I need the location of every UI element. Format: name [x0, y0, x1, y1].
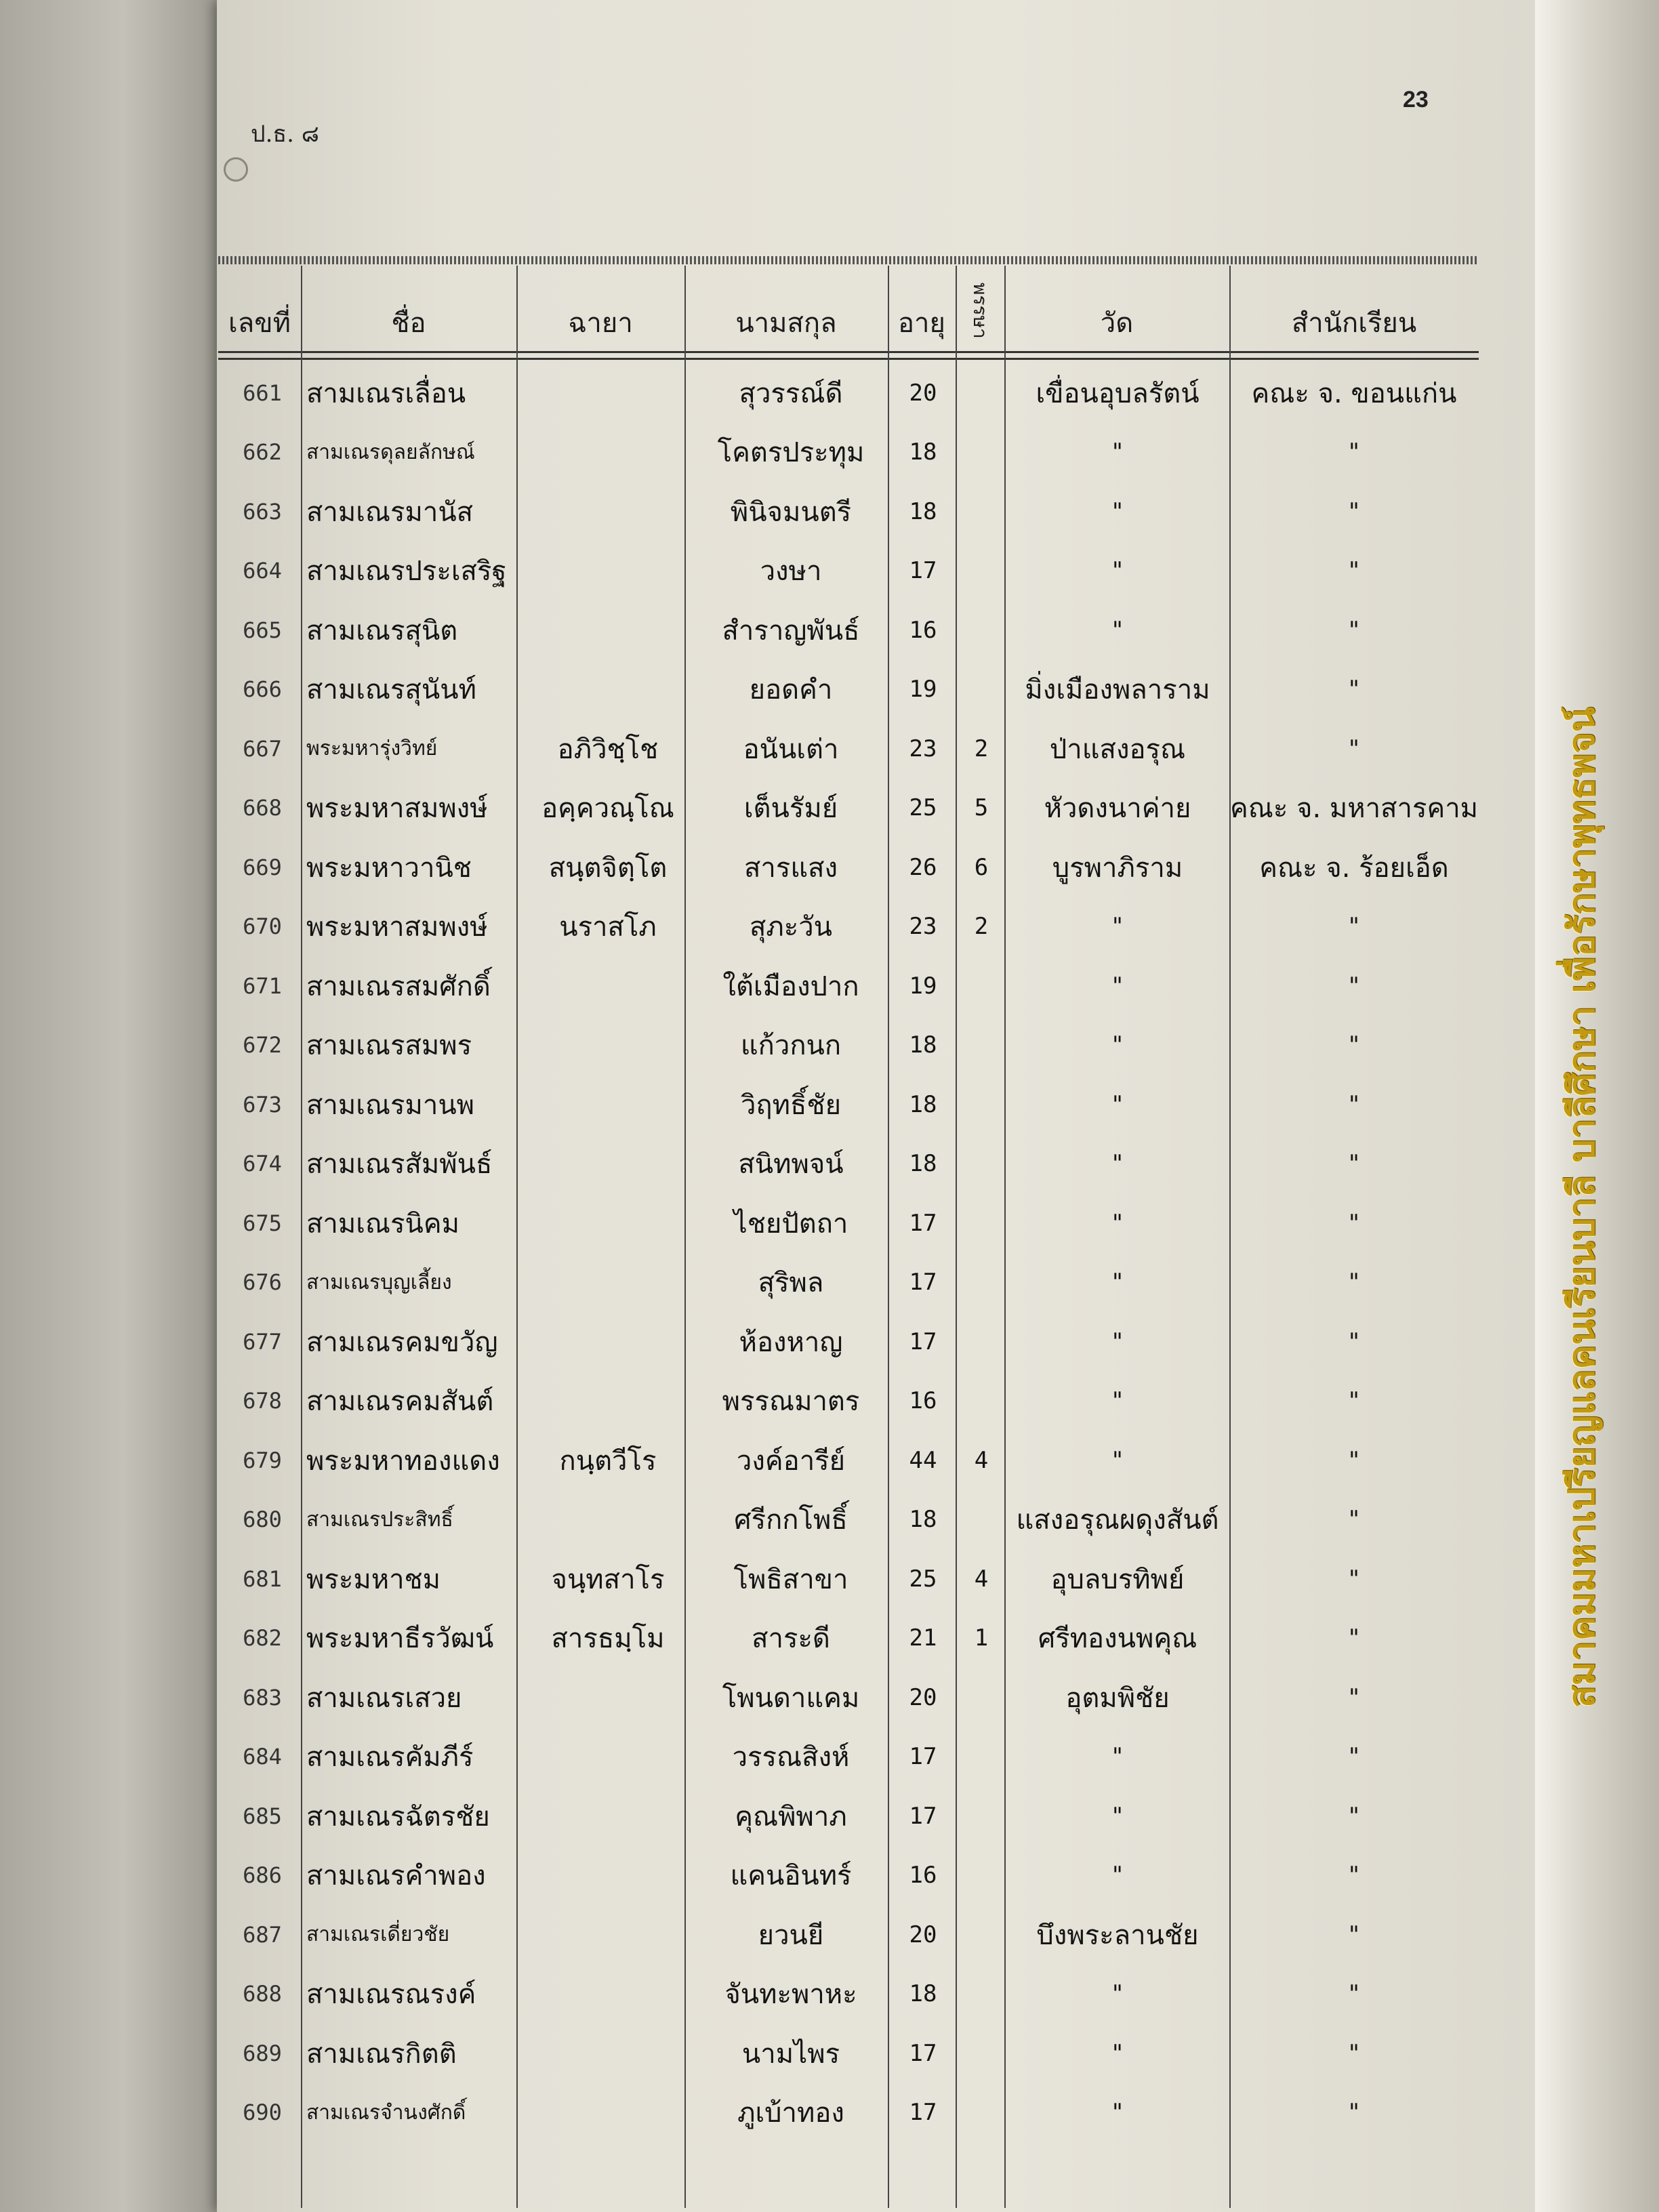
cell-age: 17 [909, 557, 937, 584]
cell-chaya [523, 1016, 693, 1075]
cell-surname: สนิทพจน์ [738, 1149, 844, 1180]
cell-chaya [523, 1905, 693, 1964]
cell-name: สามเณรเดี่ยวชัย [306, 1923, 450, 1946]
cell-surname: สุวรรณ์ดี [739, 377, 843, 409]
table-row [218, 482, 1479, 541]
cell-surname: แคนอินทร์ [730, 1860, 852, 1891]
table-row [218, 1609, 1479, 1668]
cell-age: 20 [909, 1921, 937, 1948]
cell-no: 676 [243, 1269, 282, 1295]
cell-pansa [957, 1727, 1006, 1786]
cell-wat: บึงพระลานชัย [1036, 1919, 1199, 1951]
cell-age: 20 [909, 379, 937, 407]
cell-age: 21 [909, 1624, 937, 1652]
cell-wat: แสงอรุณผดุงสันต์ [1016, 1504, 1219, 1536]
cell-name: พระมหารุ่งวิทย์ [306, 737, 438, 760]
cell-surname: แก้วกนก [740, 1030, 842, 1061]
cell-age: 18 [909, 438, 937, 466]
table-row [218, 1846, 1479, 1905]
cell-surname: วงษา [760, 556, 822, 587]
cell-name: สามเณรมานัส [306, 496, 474, 528]
cell-wat: " [1112, 1209, 1123, 1237]
cell-no: 677 [243, 1328, 282, 1355]
cell-chaya [523, 1253, 693, 1312]
header-bottom-rule [218, 351, 1479, 353]
cell-age: 25 [909, 794, 937, 821]
cell-wat: " [1112, 2099, 1123, 2126]
cell-age: 44 [909, 1446, 937, 1474]
cell-pansa [957, 1075, 1006, 1134]
cell-age: 17 [909, 1269, 937, 1296]
cell-no: 679 [243, 1447, 282, 1473]
cell-name: สามเณรประเสริฐ [306, 556, 507, 587]
results-table [218, 256, 1479, 2208]
table-row [218, 1134, 1479, 1193]
cell-no: 689 [243, 2040, 282, 2066]
cell-name: สามเณรสมพร [306, 1030, 472, 1061]
cell-pansa [957, 1016, 1006, 1075]
cell-wat: หัวดงนาค่าย [1044, 793, 1191, 824]
cell-pansa [957, 541, 1006, 600]
cell-no: 672 [243, 1032, 282, 1058]
cell-chaya [523, 1490, 693, 1549]
table-row [218, 660, 1479, 719]
cell-wat: ป่าแสงอรุณ [1049, 733, 1186, 765]
cell-wat: " [1112, 1031, 1123, 1059]
cell-no: 686 [243, 1862, 282, 1888]
cell-office: " [1349, 1565, 1359, 1593]
table-row [218, 363, 1479, 422]
table-row [218, 1490, 1479, 1549]
cell-pansa [957, 1965, 1006, 2024]
cell-office: " [1349, 1683, 1359, 1711]
cell-age: 18 [909, 1980, 937, 2007]
table-row [218, 2083, 1479, 2142]
cell-name: พระมหาสมพงษ์ [306, 793, 488, 824]
cell-pansa [957, 1905, 1006, 1964]
cell-pansa [957, 1193, 1006, 1252]
cell-surname: สุภะวัน [749, 912, 833, 943]
cell-chaya [523, 1134, 693, 1193]
cell-age: 16 [909, 616, 937, 644]
header-name: ชื่อ [391, 308, 426, 339]
cell-office: " [1349, 1209, 1359, 1237]
table-top-rule [218, 256, 1479, 264]
cell-chaya [523, 1075, 693, 1134]
cell-no: 680 [243, 1507, 282, 1532]
cell-no: 661 [243, 380, 282, 406]
cell-age: 18 [909, 1031, 937, 1059]
cell-pansa: 6 [974, 853, 989, 881]
cell-chaya [523, 1786, 693, 1845]
cell-office: คณะ จ. ร้อยเอ็ด [1259, 852, 1449, 884]
cell-no: 671 [243, 972, 282, 999]
cell-pansa [957, 482, 1006, 541]
cell-name: สามเณรสุนันท์ [306, 674, 476, 705]
cell-age: 17 [909, 2039, 937, 2067]
cell-name: สามเณรนิคม [306, 1208, 459, 1240]
cell-surname: โคตรประทุม [717, 437, 865, 468]
table-row [218, 1372, 1479, 1431]
cell-no: 683 [243, 1684, 282, 1711]
cell-office: " [1349, 735, 1359, 762]
cell-office: คณะ จ. มหาสารคาม [1229, 793, 1479, 824]
cell-age: 23 [909, 735, 937, 762]
cell-no: 666 [243, 676, 282, 702]
cell-office: " [1349, 1031, 1359, 1059]
cell-wat: " [1112, 1090, 1123, 1118]
cell-surname: โพนดาแคม [722, 1682, 860, 1714]
exam-level-header: ป.ธ. ๘ [251, 121, 319, 148]
cell-surname: พินิจมนตรี [730, 496, 852, 528]
cell-age: 16 [909, 1862, 937, 1889]
cell-pansa [957, 956, 1006, 1015]
cell-surname: จันทะพาหะ [724, 1979, 857, 2010]
cell-pansa [957, 600, 1006, 659]
cell-age: 17 [909, 2099, 937, 2126]
cell-chaya: สนฺตจิตฺโต [548, 852, 668, 884]
cell-pansa: 4 [974, 1565, 989, 1593]
cell-pansa [957, 2083, 1006, 2142]
cell-name: สามเณรเสวย [306, 1682, 462, 1714]
cell-office: " [1349, 616, 1359, 644]
cell-wat: " [1112, 1269, 1123, 1296]
cell-wat: " [1112, 1802, 1123, 1830]
table-row [218, 956, 1479, 1015]
cell-office: " [1349, 1506, 1359, 1533]
cell-office: คณะ จ. ขอนแก่น [1251, 377, 1457, 409]
cell-surname: นามไพร [741, 2038, 840, 2070]
cell-pansa [957, 1134, 1006, 1193]
header-pansa: พรรษา [969, 282, 991, 339]
cell-age: 17 [909, 1743, 937, 1770]
cell-no: 685 [243, 1803, 282, 1829]
cell-wat: " [1112, 438, 1123, 466]
cell-age: 19 [909, 676, 937, 703]
table-row [218, 1075, 1479, 1134]
cell-office: " [1349, 1090, 1359, 1118]
cell-pansa [957, 1312, 1006, 1371]
cell-pansa [957, 1668, 1006, 1727]
table-row [218, 1668, 1479, 1727]
cell-pansa [957, 423, 1006, 482]
cell-wat: อุบลบรทิพย์ [1050, 1563, 1185, 1595]
cell-no: 665 [243, 617, 282, 643]
cell-wat: บูรพาภิราม [1052, 852, 1183, 884]
cell-name: พระมหาทองแดง [306, 1445, 500, 1477]
punch-hole [224, 157, 248, 182]
cell-office: " [1349, 1980, 1359, 2007]
cell-surname: ใต้เมืองปาก [722, 970, 859, 1002]
cell-wat: ศรีทองนพคุณ [1038, 1623, 1197, 1654]
header-wat: วัด [1100, 308, 1134, 339]
cell-chaya [523, 423, 693, 482]
cell-name: สามเณรคมสันต์ [306, 1386, 494, 1417]
cell-surname: ภูเบ้าทอง [737, 2097, 844, 2129]
cell-name: พระมหาวานิช [306, 852, 472, 884]
header-office: สำนักเรียน [1291, 308, 1417, 339]
cell-no: 688 [243, 1981, 282, 2007]
cell-name: สามเณรคมขวัญ [306, 1326, 498, 1358]
cell-wat: " [1112, 1328, 1123, 1355]
cell-pansa [957, 363, 1006, 422]
table-row [218, 1431, 1479, 1490]
table-row [218, 423, 1479, 482]
cell-pansa: 5 [974, 794, 989, 821]
cell-wat: " [1112, 1150, 1123, 1177]
cell-chaya [523, 1846, 693, 1905]
header-chaya: ฉายา [568, 308, 633, 339]
table-row [218, 1312, 1479, 1371]
cell-surname: พรรณมาตร [722, 1386, 860, 1417]
cell-office: " [1349, 1150, 1359, 1177]
cell-chaya [523, 363, 693, 422]
cell-wat: " [1112, 1862, 1123, 1889]
cell-surname: วรรณสิงห์ [732, 1742, 850, 1773]
cell-no: 678 [243, 1388, 282, 1414]
cell-pansa: 2 [974, 913, 989, 940]
table-row [218, 719, 1479, 778]
cell-wat: " [1112, 1446, 1123, 1474]
cell-age: 18 [909, 1150, 937, 1177]
table-row [218, 838, 1479, 897]
cell-office: " [1349, 1387, 1359, 1414]
cell-age: 26 [909, 853, 937, 881]
cell-chaya: อภิวิชฺโช [557, 733, 659, 765]
cell-name: สามเณรสุนิต [306, 615, 458, 647]
cell-pansa: 4 [974, 1446, 989, 1474]
cell-office: " [1349, 2039, 1359, 2067]
cell-no: 684 [243, 1744, 282, 1769]
cell-chaya [523, 600, 693, 659]
cell-surname: ไชยปัตถา [733, 1208, 848, 1240]
cell-pansa [957, 660, 1006, 719]
cell-chaya [523, 541, 693, 600]
cell-chaya: จนฺทสาโร [551, 1563, 665, 1595]
cell-chaya [523, 2024, 693, 2083]
cell-wat: " [1112, 616, 1123, 644]
table-row [218, 779, 1479, 838]
cell-age: 25 [909, 1565, 937, 1593]
cell-no: 670 [243, 914, 282, 939]
cell-name: สามเณรฉัตรชัย [306, 1801, 490, 1832]
cell-no: 669 [243, 854, 282, 880]
cell-wat: " [1112, 972, 1123, 1000]
cell-wat: " [1112, 1387, 1123, 1414]
cell-pansa: 1 [974, 1624, 989, 1652]
cell-chaya [523, 1312, 693, 1371]
cell-age: 17 [909, 1328, 937, 1355]
cell-no: 662 [243, 439, 282, 465]
cell-office: " [1349, 972, 1359, 1000]
cell-office: " [1349, 497, 1359, 525]
table-row [218, 1965, 1479, 2024]
cell-chaya [523, 1965, 693, 2024]
cell-surname: อนันเต่า [743, 733, 839, 765]
cell-chaya [523, 1372, 693, 1431]
cell-wat: อุตมพิชัย [1065, 1682, 1170, 1714]
cell-surname: คุณพิพาภ [735, 1801, 847, 1832]
cell-name: พระมหาสมพงษ์ [306, 912, 488, 943]
cell-name: สามเณรสมศักดิ์ [306, 970, 491, 1002]
cell-name: สามเณรประสิทธิ์ [306, 1507, 453, 1532]
cell-name: สามเณรคัมภีร์ [306, 1742, 474, 1773]
cell-office: " [1349, 1328, 1359, 1355]
table-row [218, 1253, 1479, 1312]
cell-no: 681 [243, 1565, 282, 1592]
table-row [218, 1727, 1479, 1786]
cell-surname: สำราญพันธ์ [722, 615, 860, 647]
table-row [218, 1786, 1479, 1845]
cell-age: 17 [909, 1802, 937, 1830]
cell-name: สามเณรจำนงศักดิ์ [306, 2100, 466, 2125]
cell-office: " [1349, 1446, 1359, 1474]
table-row [218, 897, 1479, 956]
cell-name: สามเณรณรงค์ [306, 1979, 476, 2010]
vertical-watermark-text: สมาคมมหาเปรียญแลคนเรียนบาลี บาลีศึกษา เพื่อรักษาพุทธพจน์ [1559, 707, 1603, 1708]
cell-pansa [957, 1786, 1006, 1845]
cell-office: " [1349, 913, 1359, 940]
cell-surname: สารแสง [743, 852, 838, 884]
cell-name: สามเณรคำพอง [306, 1860, 486, 1891]
cell-wat: เขื่อนอุบลรัตน์ [1036, 377, 1200, 409]
cell-chaya [523, 660, 693, 719]
cell-pansa [957, 1846, 1006, 1905]
cell-age: 19 [909, 972, 937, 1000]
cell-wat: " [1112, 1980, 1123, 2007]
cell-pansa [957, 1253, 1006, 1312]
cell-age: 23 [909, 913, 937, 940]
cell-wat: " [1112, 2039, 1123, 2067]
cell-surname: ศรีกกโพธิ์ [734, 1504, 848, 1536]
header-no: เลขที่ [228, 308, 291, 339]
cell-chaya: อคฺควณฺโณ [541, 793, 674, 824]
cell-no: 667 [243, 735, 282, 762]
cell-age: 18 [909, 497, 937, 525]
cell-surname: วงค์อารีย์ [736, 1445, 846, 1477]
cell-office: " [1349, 1862, 1359, 1889]
cell-age: 16 [909, 1387, 937, 1414]
page-number: 23 [1403, 87, 1429, 112]
table-row [218, 1905, 1479, 1964]
cell-pansa [957, 2024, 1006, 2083]
table-row [218, 1016, 1479, 1075]
cell-chaya: นราสโภ [559, 912, 657, 943]
cell-age: 20 [909, 1683, 937, 1711]
cell-no: 663 [243, 498, 282, 525]
cell-surname: สาระดี [752, 1623, 830, 1654]
cell-wat: " [1112, 497, 1123, 525]
header-surname: นามสกุล [735, 308, 837, 339]
table-row [218, 541, 1479, 600]
cell-no: 682 [243, 1625, 282, 1651]
cell-no: 674 [243, 1151, 282, 1176]
cell-no: 675 [243, 1210, 282, 1236]
cell-name: สามเณรดุลยลักษณ์ [306, 440, 475, 464]
cell-surname: ยวนยี [758, 1919, 824, 1951]
cell-age: 17 [909, 1209, 937, 1237]
header-age: อายุ [898, 308, 945, 339]
cell-name: สามเณรมานพ [306, 1089, 475, 1121]
table-row [218, 1193, 1479, 1252]
cell-office: " [1349, 1743, 1359, 1770]
cell-name: พระมหาธีรวัฒน์ [306, 1623, 494, 1654]
cell-chaya [523, 2083, 693, 2142]
cell-pansa [957, 1490, 1006, 1549]
cell-pansa [957, 1372, 1006, 1431]
cell-wat: " [1112, 913, 1123, 940]
cell-office: " [1349, 438, 1359, 466]
cell-no: 687 [243, 1921, 282, 1948]
cell-chaya [523, 1727, 693, 1786]
cell-name: พระมหาชม [306, 1563, 441, 1595]
cell-name: สามเณรกิตติ [306, 2038, 457, 2070]
cell-office: " [1349, 1269, 1359, 1296]
table-row [218, 2024, 1479, 2083]
cell-office: " [1349, 1921, 1359, 1948]
cell-age: 18 [909, 1090, 937, 1118]
cell-name: สามเณรสัมพันธ์ [306, 1149, 493, 1180]
cell-chaya: กนฺตวีโร [559, 1445, 657, 1477]
cell-age: 18 [909, 1506, 937, 1533]
cell-surname: ยอดคำ [749, 674, 833, 705]
cell-office: " [1349, 557, 1359, 584]
table-row [218, 600, 1479, 659]
cell-wat: " [1112, 557, 1123, 584]
cell-office: " [1349, 1802, 1359, 1830]
cell-chaya [523, 956, 693, 1015]
cell-no: 673 [243, 1091, 282, 1118]
cell-surname: โพธิสาขา [733, 1563, 848, 1595]
cell-chaya: สารธมฺโม [551, 1623, 665, 1654]
cell-surname: วิฤทธิ์ชัย [740, 1089, 842, 1121]
cell-name: สามเณรเลื่อน [306, 377, 466, 409]
left-page-edge [0, 0, 224, 2212]
cell-name: สามเณรบุญเลี้ยง [306, 1270, 452, 1294]
cell-surname: ห้องหาญ [739, 1326, 843, 1358]
cell-chaya [523, 1193, 693, 1252]
cell-chaya [523, 1668, 693, 1727]
cell-wat: มิ่งเมืองพลาราม [1025, 674, 1210, 705]
table-row [218, 1549, 1479, 1608]
cell-surname: เต็นรัมย์ [743, 793, 838, 824]
cell-office: " [1349, 1624, 1359, 1652]
cell-surname: สุริพล [758, 1267, 824, 1298]
header-bottom-rule-2 [218, 358, 1479, 360]
cell-pansa: 2 [974, 735, 989, 762]
cell-office: " [1349, 2099, 1359, 2126]
cell-no: 690 [243, 2100, 282, 2125]
cell-no: 664 [243, 558, 282, 583]
cell-no: 668 [243, 795, 282, 821]
cell-wat: " [1112, 1743, 1123, 1770]
cell-chaya [523, 482, 693, 541]
cell-office: " [1349, 676, 1359, 703]
